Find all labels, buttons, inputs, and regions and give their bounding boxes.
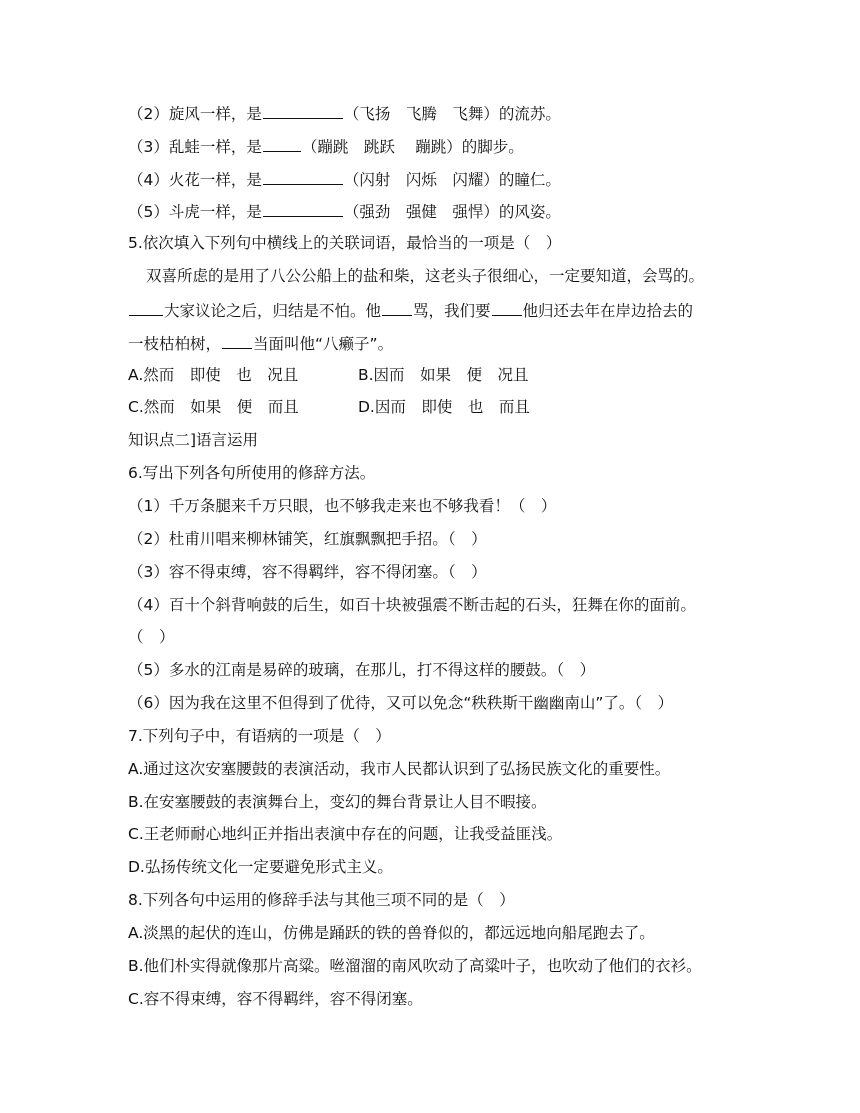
answer-blank[interactable] (129, 298, 163, 316)
q6-item-3: （3）容不得束缚，容不得羁绊，容不得闭塞。（ ） (128, 563, 487, 581)
answer-blank[interactable] (263, 101, 343, 119)
q4-item-4: （4）火花一样，是 （闪射 闪烁 闪耀）的瞳仁。 (128, 167, 561, 191)
q7-option-b[interactable]: B.在安塞腰鼓的表演舞台上，变幻的舞台背景让人目不暇接。 (128, 793, 547, 811)
q8-stem: 8.下列各句中运用的修辞手法与其他三项不同的是（ ） (128, 891, 515, 909)
answer-blank[interactable] (382, 298, 412, 316)
q5-option-a[interactable]: A.然而 即使 也 况且 (128, 366, 299, 384)
q7-option-a[interactable]: A.通过这次安塞腰鼓的表演活动，我市人民都认识到了弘扬民族文化的重要性。 (128, 760, 671, 778)
answer-blank[interactable] (222, 331, 252, 349)
q6-stem: 6.写出下列各句所使用的修辞方法。 (128, 464, 376, 482)
q6-item-1: （1）千万条腿来千万只眼，也不够我走来也不够我看！（ ） (128, 497, 557, 515)
q5-option-b[interactable]: B.因而 如果 便 况且 (358, 366, 529, 384)
q7-option-c[interactable]: C.王老师耐心地纠正并指出表演中存在的问题，让我受益匪浅。 (128, 825, 563, 843)
q4-item-5: （5）斗虎一样，是 （强劲 强健 强悍）的风姿。 (128, 199, 561, 223)
q6-item-5: （5）多水的江南是易碎的玻璃，在那儿，打不得这样的腰鼓。（ ） (128, 661, 596, 679)
q8-option-c[interactable]: C.容不得束缚，容不得羁绊，容不得闭塞。 (128, 990, 423, 1008)
q5-passage-line-1: 双喜所虑的是用了八公公船上的盐和柴，这老头子很细心，一定要知道，会骂的。 (146, 267, 705, 285)
q6-item-6: （6）因为我在这里不但得到了优待，又可以免念“秩秩斯干幽幽南山”了。（ ） (128, 694, 674, 712)
q7-stem: 7.下列句子中，有语病的一项是（ ） (128, 727, 391, 745)
q4-item-3: （3）乱蛙一样，是 （蹦跳 跳跃 蹦跳）的脚步。 (128, 134, 524, 158)
answer-blank[interactable] (263, 167, 343, 185)
q5-passage-line-2: 大家议论之后，归结是不怕。他 骂，我们要 他归还去年在岸边拾去的 (128, 298, 693, 322)
answer-blank[interactable] (492, 298, 522, 316)
q6-item-4-answer: （ ） (128, 628, 175, 646)
answer-blank[interactable] (263, 134, 301, 152)
answer-blank[interactable] (263, 199, 343, 217)
q6-item-2: （2）杜甫川唱来柳林铺笑，红旗飘飘把手招。（ ） (128, 530, 487, 548)
q8-option-b[interactable]: B.他们朴实得就像那片高粱。咝溜溜的南风吹动了高粱叶子，也吹动了他们的衣衫。 (128, 957, 702, 975)
q7-option-d[interactable]: D.弘扬传统文化一定要避免形式主义。 (128, 858, 393, 876)
q6-item-4: （4）百十个斜背响鼓的后生，如百十块被强震不断击起的石头，狂舞在你的面前。 (128, 596, 696, 614)
q5-stem: 5.依次填入下列句中横线上的关联词语，最恰当的一项是（ ） (128, 234, 562, 252)
q5-passage-line-3: 一枝枯柏树， 当面叫他“八癞子”。 (128, 331, 393, 355)
q5-option-c[interactable]: C.然而 如果 便 而且 (128, 398, 299, 416)
q4-item-2: （2）旋风一样，是 （飞扬 飞腾 飞舞）的流苏。 (128, 101, 561, 125)
q8-option-a[interactable]: A.淡黑的起伏的连山，仿佛是踊跃的铁的兽脊似的，都远远地向船尾跑去了。 (128, 924, 655, 942)
q5-option-d[interactable]: D.因而 即使 也 而且 (358, 398, 530, 416)
section-heading: 知识点二]语言运用 (128, 431, 259, 449)
